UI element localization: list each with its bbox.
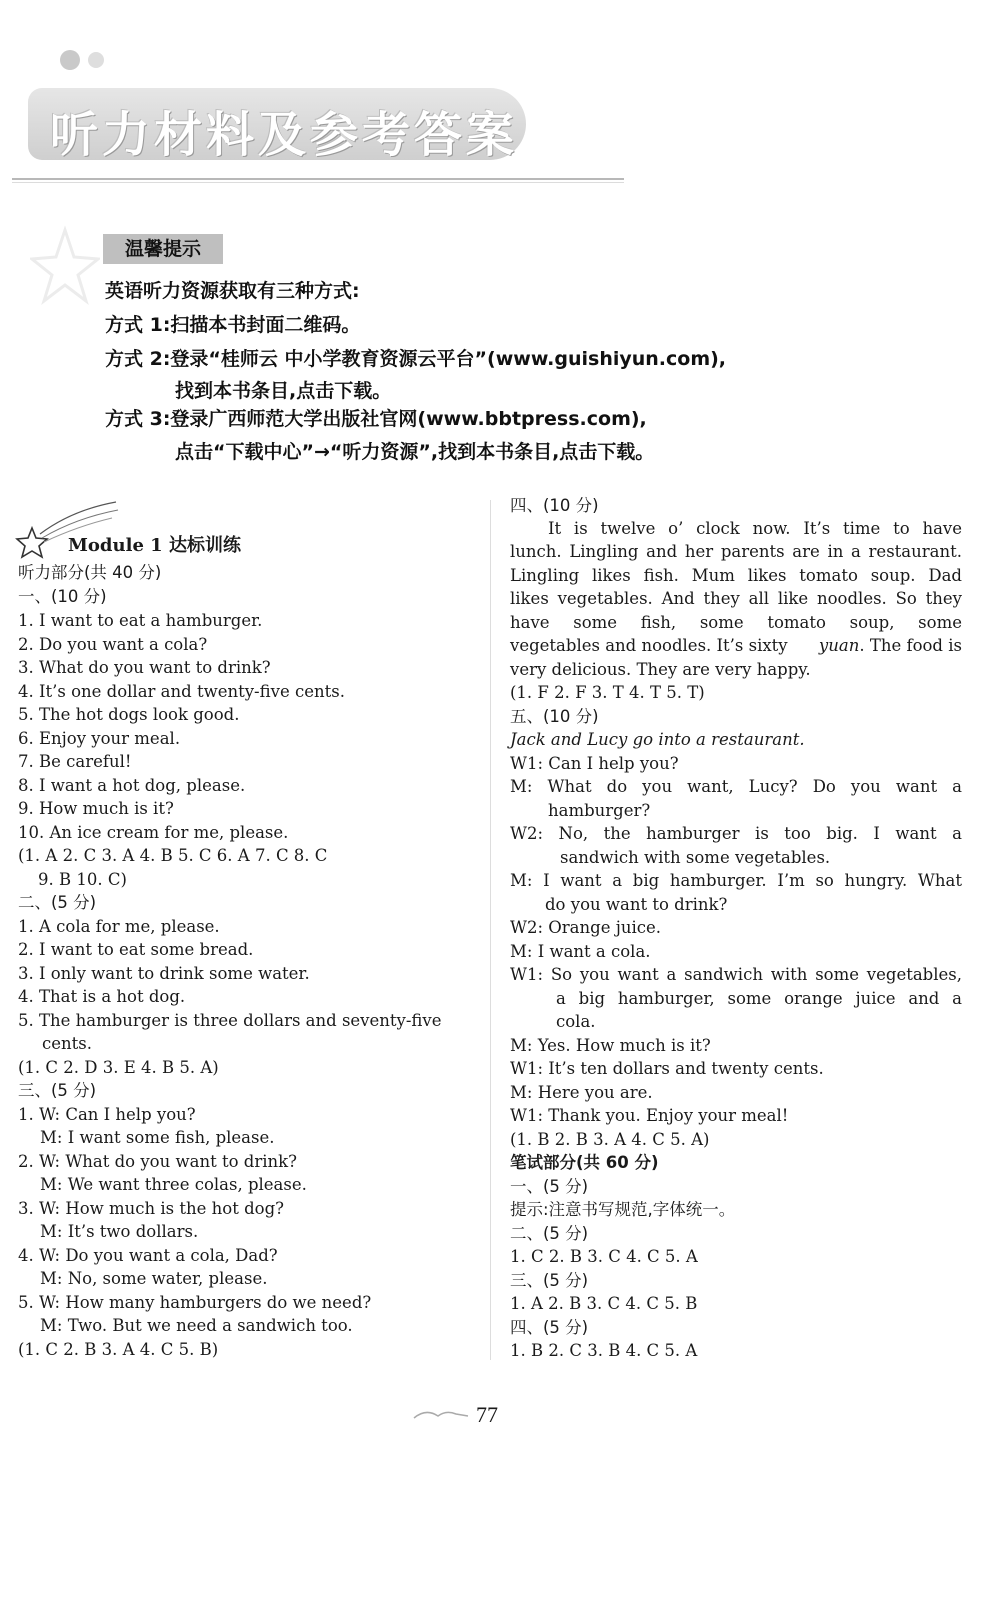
s1-item-1: 1. I want to eat a hamburger. [18,611,263,630]
s5-answers: (1. B 2. B 3. A 4. C 5. A) [510,1130,710,1149]
s5-line-7: do you want to drink? [545,895,728,914]
tip-line-5: 方式 3:登录广西师范大学出版社官网(www.bbtpress.com), [105,408,647,430]
s3-line-8: M: No, some water, please. [40,1269,268,1288]
tip-label: 温馨提示 [103,234,223,264]
s5-line-13: M: Yes. How much is it? [510,1036,711,1055]
tip-line-4: 找到本书条目,点击下载。 [175,380,392,402]
s2-item-5-cont: cents. [42,1034,92,1053]
written-1-note: 提示:注意书写规范,字体统一。 [510,1200,736,1219]
s3-line-6: M: It’s two dollars. [40,1222,199,1241]
s5-line-14: W1: It’s ten dollars and twenty cents. [510,1059,824,1078]
s2-item-5: 5. The hamburger is three dollars and seventy-five [18,1011,442,1030]
s4-passage-4: likes vegetables. And they all like noodles. So they [510,589,962,608]
s3-line-9: 5. W: How many hamburgers do we need? [18,1293,372,1312]
s5-line-1: W1: Can I help you? [510,754,679,773]
s5-line-9: M: I want a cola. [510,942,651,961]
module-title: Module 1 达标训练 [68,535,241,556]
s4-passage-6-tail: . The food is [859,636,962,655]
star-outline-icon [30,225,100,305]
s5-line-2: M: What do you want, Lucy? Do you want a [510,777,962,796]
s4-answers: (1. F 2. F 3. T 4. T 5. T) [510,683,705,702]
section-4-header: 四、(10 分) [510,496,599,515]
s1-answers: (1. A 2. C 3. A 4. B 5. C 6. A 7. C 8. C [18,846,328,865]
s3-line-3: 2. W: What do you want to drink? [18,1152,297,1171]
s3-line-10: M: Two. But we need a sandwich too. [40,1316,353,1335]
written-header: 笔试部分(共 60 分) [510,1153,659,1172]
s4-passage-6-text: vegetables and noodles. It’s sixty [510,636,788,655]
page-number: 77 [476,1402,498,1427]
s4-passage-6 [510,636,962,656]
s1-item-10: 10. An ice cream for me, please. [18,823,289,842]
s5-line-15: M: Here you are. [510,1083,653,1102]
s1-item-4: 4. It’s one dollar and twenty-five cents. [18,682,345,701]
header-rule [12,178,624,180]
s5-line-5: sandwich with some vegetables. [560,848,831,867]
s3-line-7: 4. W: Do you want a cola, Dad? [18,1246,278,1265]
written-3-header: 三、(5 分) [510,1271,589,1290]
page-title: 听力材料及参考答案 [50,107,519,163]
s1-item-6: 6. Enjoy your meal. [18,729,181,748]
s1-item-9: 9. How much is it? [18,799,174,818]
written-2-header: 二、(5 分) [510,1224,589,1243]
s5-line-4: W2: No, the hamburger is too big. I want a [510,824,962,843]
s4-passage-3: Lingling likes fish. Mum likes tomato soup. Dad [510,566,962,585]
s1-item-8: 8. I want a hot dog, please. [18,776,246,795]
tip-line-1: 英语听力资源获取有三种方式: [105,280,360,302]
s3-line-4: M: We want three colas, please. [40,1175,307,1194]
s5-line-6: M: I want a big hamburger. I’m so hungry. What [510,871,962,890]
tip-line-6: 点击“下载中心”→“听力资源”,找到本书条目,点击下载。 [175,441,655,463]
s3-line-5: 3. W: How much is the hot dog? [18,1199,284,1218]
tip-line-2: 方式 1:扫描本书封面二维码。 [105,314,361,336]
s2-answers: (1. C 2. D 3. E 4. B 5. A) [18,1058,219,1077]
header-rule-thin [12,182,624,183]
s5-line-16: W1: Thank you. Enjoy your meal! [510,1106,789,1125]
s1-item-5: 5. The hot dogs look good. [18,705,240,724]
written-1-header: 一、(5 分) [510,1177,589,1196]
s4-passage-1: It is twelve o’ clock now. It’s time to have [548,519,962,538]
s4-yuan-word: yuan [818,636,860,655]
s3-line-2: M: I want some fish, please. [40,1128,275,1147]
s5-line-3: hamburger? [548,801,651,820]
listening-header: 听力部分(共 40 分) [18,563,162,582]
s1-answers-cont: 9. B 10. C) [38,870,127,889]
s5-line-11: a big hamburger, some orange juice and a [556,989,962,1008]
s3-answers: (1. C 2. B 3. A 4. C 5. B) [18,1340,219,1359]
written-4-answers: 1. B 2. C 3. B 4. C 5. A [510,1341,698,1360]
s5-line-12: cola. [556,1012,596,1031]
written-2-answers: 1. C 2. B 3. C 4. C 5. A [510,1247,698,1266]
s5-line-8: W2: Orange juice. [510,918,661,937]
s3-line-1: 1. W: Can I help you? [18,1105,196,1124]
s2-item-3: 3. I only want to drink some water. [18,964,310,983]
s4-passage-7: very delicious. They are very happy. [510,660,811,679]
decor-dot-2 [88,52,104,68]
s4-passage-6-yuan [819,636,962,656]
s1-item-2: 2. Do you want a cola? [18,635,208,654]
s5-line-10: W1: So you want a sandwich with some vegetables, [510,965,962,984]
s2-item-4: 4. That is a hot dog. [18,987,186,1006]
section-3-header: 三、(5 分) [18,1081,97,1100]
written-4-header: 四、(5 分) [510,1318,589,1337]
tip-line-3: 方式 2:登录“桂师云 中小学教育资源云平台”(www.guishiyun.com), [105,348,727,370]
s1-item-3: 3. What do you want to drink? [18,658,271,677]
written-3-answers: 1. A 2. B 3. C 4. C 5. B [510,1294,698,1313]
s4-passage-2: lunch. Lingling and her parents are in a restaurant. [510,542,962,561]
bird-ornament-icon [412,1404,470,1426]
column-divider [490,500,491,1360]
s5-intro: Jack and Lucy go into a restaurant. [510,730,805,749]
section-1-header: 一、(10 分) [18,587,107,606]
section-5-header: 五、(10 分) [510,707,599,726]
section-2-header: 二、(5 分) [18,893,97,912]
decor-dot-1 [60,50,80,70]
s2-item-2: 2. I want to eat some bread. [18,940,254,959]
s2-item-1: 1. A cola for me, please. [18,917,220,936]
s4-passage-5: have some fish, some tomato soup, some [510,613,962,632]
s1-item-7: 7. Be careful! [18,752,132,771]
